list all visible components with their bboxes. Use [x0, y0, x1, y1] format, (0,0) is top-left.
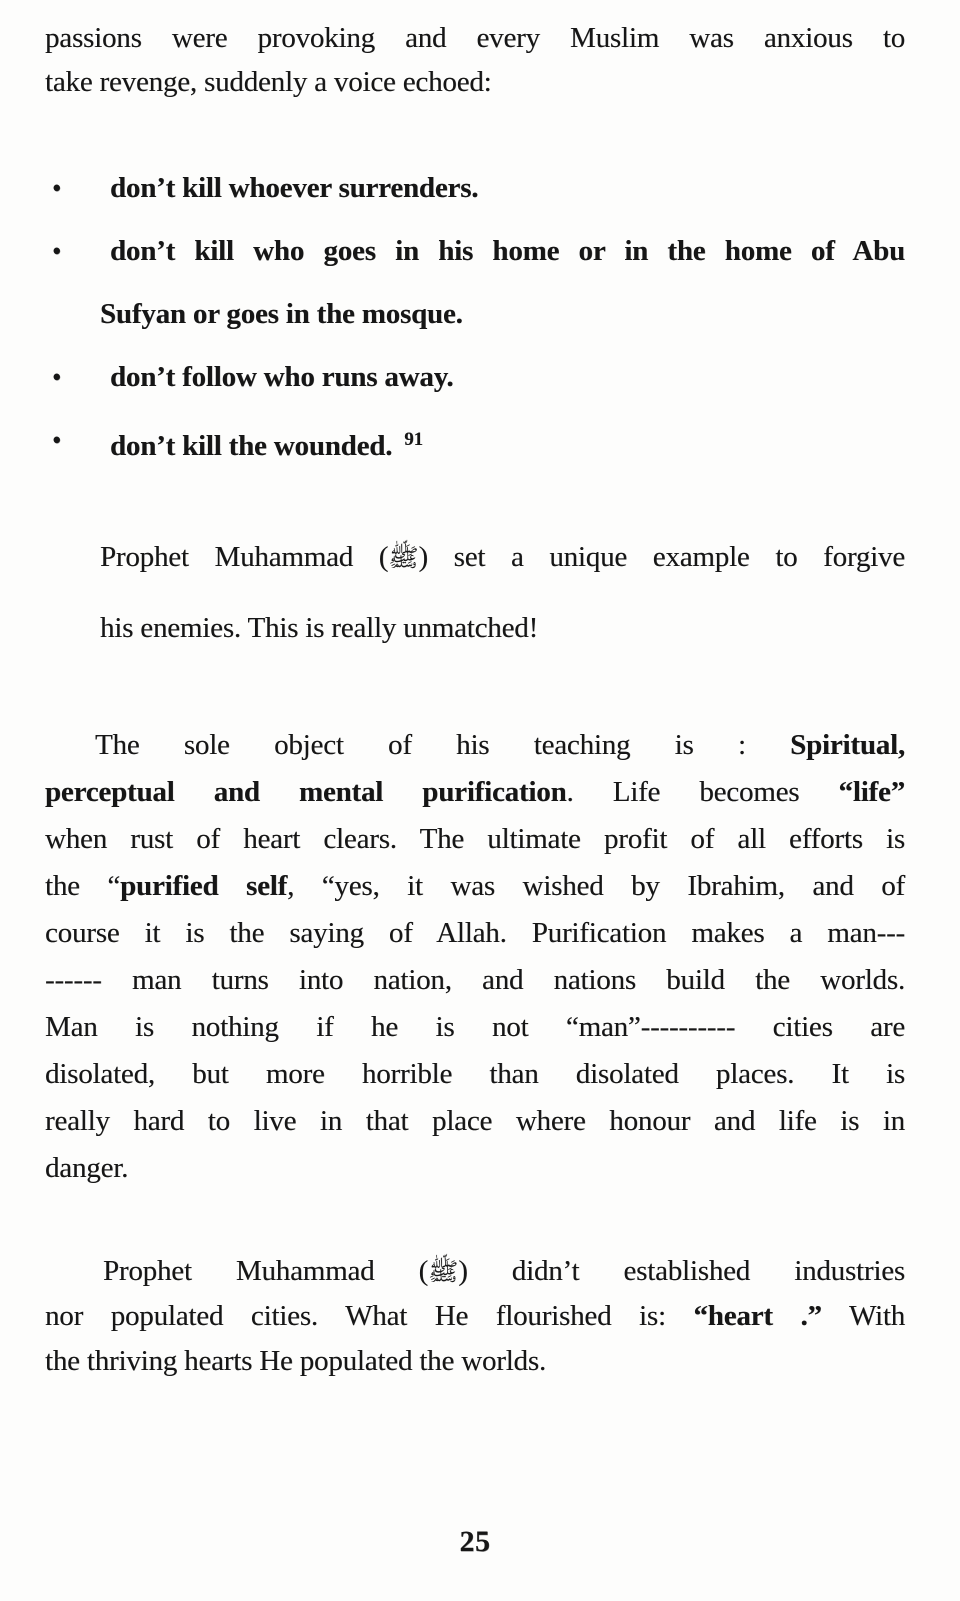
bullet-item-wounded [45, 418, 905, 468]
intro-paragraph [45, 16, 905, 104]
text-segment: Prophet Muhammad ( [103, 1255, 429, 1287]
bullet-text-main: don’t kill the wounded. [110, 430, 393, 462]
paragraph-line [45, 769, 905, 816]
bullet-text: don’t follow who runs away. [110, 361, 454, 393]
paragraph-line: ------ man turns into nation, and nations build the worlds. [45, 964, 905, 996]
text-segment: Prophet Muhammad ( [100, 541, 389, 573]
bullet-icon: • [52, 173, 62, 203]
pbuh-calligraphy-icon: ﷺ [428, 1257, 459, 1286]
bullet-icon: • [52, 236, 62, 266]
text-segment: ) set a unique example to forgive [418, 541, 906, 573]
paragraph-line [45, 1294, 905, 1339]
text-segment-bold: purified self [120, 870, 288, 902]
text-segment-bold: “life” [838, 776, 905, 808]
paragraph-line: really hard to live in that place where honour and life is in [45, 1105, 905, 1137]
heart-paragraph [45, 1249, 905, 1384]
text-segment: the “ [45, 870, 121, 902]
paragraph-line: course it is the saying of Allah. Purification makes a man--- [45, 917, 905, 949]
paragraph-line: passions were provoking and every Muslim was anxious to [45, 22, 905, 54]
bullet-text [110, 418, 905, 468]
bullet-item-surrenders [45, 166, 905, 210]
bullet-item-home [45, 229, 905, 273]
text-segment: , “yes, it was wished by Ibrahim, and of [287, 870, 905, 902]
paragraph-line: when rust of heart clears. The ultimate profit of all efforts is [45, 823, 905, 855]
purification-paragraph [45, 722, 905, 1192]
text-segment-bold: perceptual and mental purification [45, 776, 567, 808]
text-segment: With [821, 1300, 905, 1332]
paragraph-line: disolated, but more horrible than disolated places. It is [45, 1058, 905, 1090]
paragraph-line: take revenge, suddenly a voice echoed: [45, 66, 492, 98]
footnote-ref: 91 [404, 429, 423, 450]
text-segment: . Life becomes [566, 776, 839, 808]
bullet-item-runs-away [45, 355, 905, 399]
text-segment: ) didn’t established industries [458, 1255, 905, 1287]
page-number: 25 [459, 1525, 491, 1558]
paragraph-line: the thriving hearts He populated the worlds. [45, 1345, 546, 1377]
paragraph-line [45, 1249, 905, 1294]
text-segment: nor populated cities. What He flourished is: [45, 1300, 694, 1332]
bullet-icon: • [52, 425, 62, 455]
bullet-text: don’t kill who goes in his home or in the home of Abu [110, 235, 905, 267]
text-segment-bold: “heart .” [693, 1300, 822, 1332]
bullet-text-continuation: Sufyan or goes in the mosque. [100, 298, 463, 330]
bullet-icon: • [52, 362, 62, 392]
text-segment: The sole object of his teaching is : [95, 729, 791, 761]
paragraph-line: danger. [45, 1152, 129, 1184]
paragraph-line [45, 863, 905, 910]
page-footer [45, 1525, 905, 1559]
text-segment-bold: Spiritual, [790, 729, 905, 761]
paragraph-line [100, 522, 905, 593]
paragraph-line [45, 722, 905, 769]
bullet-list [45, 166, 905, 468]
pbuh-calligraphy-icon: ﷺ [388, 543, 419, 572]
paragraph-line: Man is nothing if he is not “man”---------- cities are [45, 1011, 905, 1043]
forgive-paragraph [45, 522, 905, 664]
bullet-text: don’t kill whoever surrenders. [110, 172, 479, 204]
paragraph-line: his enemies. This is really unmatched! [100, 612, 539, 644]
